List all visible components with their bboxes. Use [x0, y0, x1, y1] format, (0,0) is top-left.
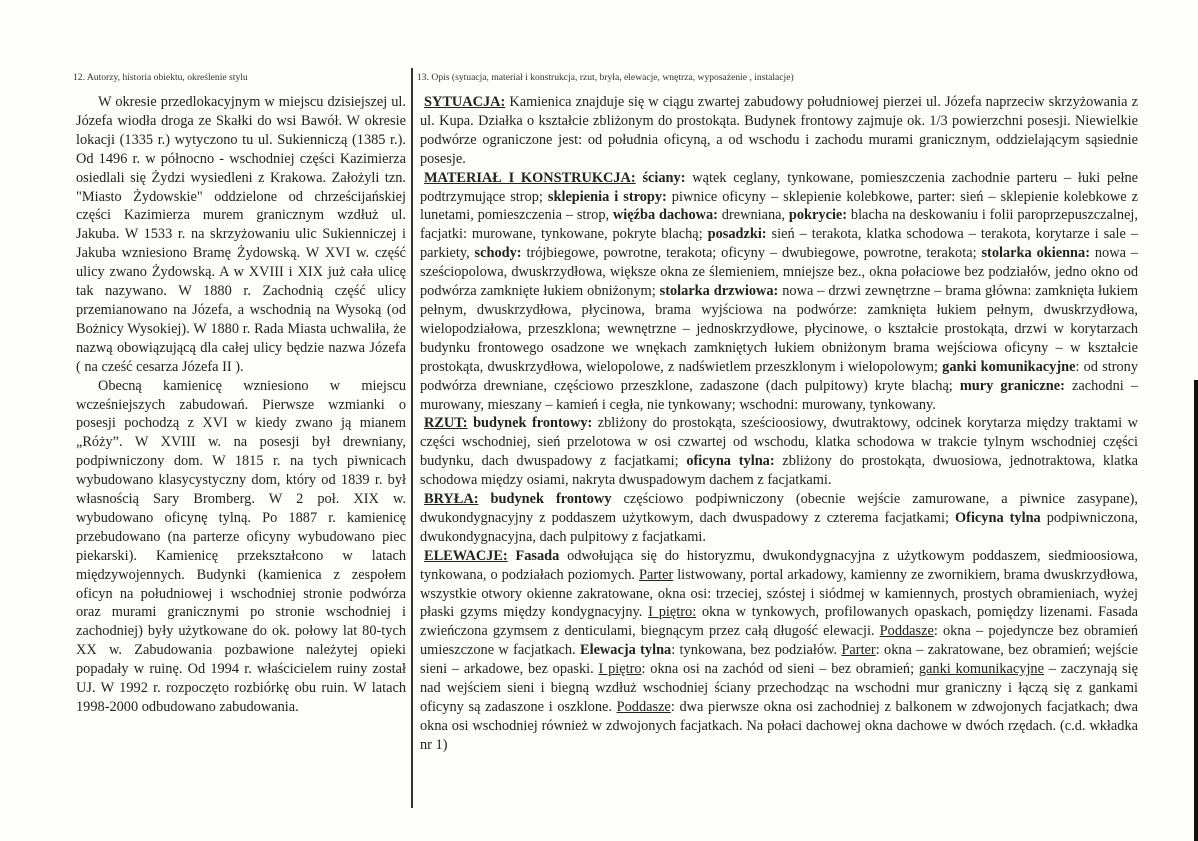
elewacja-tylna-text: : tynkowana, bez podziałów.: [671, 642, 842, 659]
sciany-text: wątek ceglany, tynkowane, pomieszczenia zachodnie parteru – łuki pełne podtrzymujące strop;: [420, 169, 1139, 205]
history-section: [73, 72, 406, 717]
wiezba-label: więźba dachowa:: [609, 207, 718, 224]
pokrycie-label: pokrycie:: [785, 207, 848, 224]
column-divider: [411, 68, 413, 808]
history-caption: 12. Autorzy, historia obiektu, określenie stylu: [73, 72, 248, 83]
rzut-block: [420, 414, 1138, 490]
description-section: [417, 72, 1139, 755]
rzut-frontowy-label: budynek frontowy:: [467, 415, 593, 432]
material-block: [420, 169, 1138, 415]
mury-text: zachodni – murowany, mieszany – kamień i cegła, nie tynkowany; wschodni: murowany, tynkowany.: [420, 377, 1138, 413]
parter2-text: : okna – zakratowane, bez obramień; wejście sieni – arkadowe, bez opaski.: [420, 642, 1138, 678]
description-body: [420, 93, 1138, 755]
sytuacja-text: Kamienica znajduje się w ciągu zwartej zabudowy południowej pierzei ul. Józefa naprzeciw skrzyżowania z ul. Kupa. Działka o kształcie zbliżonym do prostokąta. Budynek frontowy zajmuje ok. 1/3 powierzchni posesji. Niewielkie podwórze ograniczone jest: od południa oficyną, a od wschodu i zachodu murami granicznym, oddzielającym sąsiednie posesje.: [420, 94, 1138, 167]
sklepienia-label: sklepienia i stropy:: [542, 188, 667, 205]
sytuacja-heading: SYTUACJA:: [424, 94, 506, 110]
parter2-label: Parter: [841, 642, 876, 659]
okienna-label: stolarka okienna:: [976, 245, 1090, 262]
description-caption: 13. Opis (sytuacja, materiał i konstrukcja, rzut, bryła, elewacje, wnętrza, wyposażenie , instalacje): [417, 72, 794, 83]
sklepienia-text: piwnice oficyny – sklepienie kolebkowe, parter: sień – sklepienie kolebkowe z lunetami, pomieszczenia – strop,: [420, 188, 1138, 224]
parter-text: listwowany, portal arkadowy, kamienny ze zwornikiem, brama dwuskrzydłowa, wszystkie otwory okienne zakratowane, okna osi: trzeciej, szóstej i siódmej w kamiennych, prostych obramieniach, wyżej płaski gzyms między kondygnacyjny.: [420, 566, 1139, 621]
pietro2-text: : okna osi na zachód od sieni – bez obramień;: [641, 661, 919, 678]
bryla-frontowy-label: budynek frontowy: [478, 491, 612, 508]
posadzki-text: sień – terakota, klatka schodowa – terakota, korytarze i sale – parkiety,: [420, 226, 1139, 262]
posadzki-label: posadzki:: [702, 226, 767, 243]
elewacje-block: [420, 547, 1138, 755]
pietro-label: I piętro:: [648, 604, 697, 621]
wiezba-text: drewniana,: [717, 207, 786, 224]
history-paragraph-2: Obecną kamienicę wzniesiono w miejscu wcześniejszych zabudowań. Pierwsze wzmianki o posesji pochodzą z XVI w kiedy zwano ją mianem „Róży”. W XVIII w. na posesji był drewniany, podpiwniczony dom. W 1815 r. na tych piwnicach wybudowano klasycystyczny dom, który od 1839 r. był własnością Sary Bromberg. W 2 poł. XIX w. wybudowano oficynę tylną. Po 1887 r. kamienicę przebudowano (na parterze oficyny wybudowano piec piekarski). Kamienicę przekształcono w latach międzywojennych. Budynki (kamienica z zespołem oficyn na południowej i wschodniej stronie podwórza oraz murami granicznymi po stronie wschodniej i zachodniej) były użytkowane do ok. połowy lat 80-tych XX w. Zabudowania pozbawione należytej opieki popadały w ruinę. Od 1994 r. właścicielem ruiny został UJ. W 1992 r. rozpoczęto rozbiórkę obu ruin. W latach 1998-2000 odbudowano zabudowania.: [76, 377, 406, 715]
ganki-text: : od strony podwórza drewniane, częściowo przeszklone, zadaszone (dach pulpitowy) kryte blachą;: [420, 358, 1138, 394]
bryla-oficyna-text: podpiwniczona, dwukondygnacyjna, dach pulpitowy z facjatkami.: [420, 509, 1138, 545]
elewacja-tylna-label: Elewacja tylna: [580, 642, 672, 659]
pietro-text: okna w tynkowych, profilowanych opaskach, pomiędzy lizenami. Fasada zwieńczona gzymsem z denticulami, biegnącym przez całą długość elewacji.: [420, 604, 1138, 640]
rzut-heading: RZUT:: [424, 415, 468, 432]
schody-label: schody:: [469, 245, 522, 262]
mury-label: mury graniczne:: [952, 377, 1065, 394]
drzwiowa-label: stolarka drzwiowa:: [655, 283, 779, 300]
bryla-heading: BRYŁA:: [424, 491, 479, 508]
fasada-label: Fasada: [507, 547, 560, 564]
material-heading: MATERIAŁ I KONSTRUKCJA:: [424, 169, 636, 186]
poddasze2-text: : dwa pierwsze okna osi zachodniej z balkonem w zdwojonych facjatkach; dwa okna osi wschodniej również w zdwojonych facjatkach. Na połaci dachowej okna dachowe w dwóch rzędach. (c.d. wkładka nr 1): [420, 699, 1139, 753]
history-paragraph-1: W okresie przedlokacyjnym w miejscu dzisiejszej ul. Józefa wiodła droga ze Skałki do wsi Bawół. W okresie lokacji (1335 r.) wytyczono tu ul. Sukienniczą (1385 r.). Od 1496 r. w północno - wschodniej części Kazimierza osiedlali się Żydzi wysiedleni z Krakowa. Założyli tzn. "Miasto Żydowskie" oddzielone od chrześcijańskiej części Kazimierza murem granicznym wzdłuż ul. Jakuba. W 1533 r. na skrzyżowaniu ulic Sukienniczej i Jakuba wzniesiono Bramę Żydowską. W XVI w. część ulicy zwano Żydowską. A w XVIII i XIX już cała ulicę tak nazywano. W 1880 r. Zachodnią część ulicy przemianowano na Józefa, a wschodnią na Wysoką (od Bożnicy Wysokiej). W 1880 r. Rada Miasta uchwaliła, że nazwą obowiązującą dla całej ulicy będzie nazwa Józefa ( na cześć cesarza Józefa II ).: [76, 94, 406, 375]
bryla-frontowy-text: częściowo podpiwniczony (obecnie wejście zamurowane, a piwnice zasypane), dwukondygnacyjny z poddaszem użytkowym, dach dwuspadowy z czterema facjatkami;: [420, 491, 1138, 526]
scan-edge: [1194, 380, 1198, 841]
okienna-text: nowa – sześciopolowa, dwuskrzydłowa, większe okna ze ślemieniem, mniejsze bez., okna połaciowe bez podziałów, jedno okno od podwórza zamknięte łukiem obniżonym;: [420, 245, 1139, 300]
ganki2-label: ganki komunikacyjne: [918, 661, 1044, 678]
bryla-oficyna-label: Oficyna tylna: [948, 509, 1041, 526]
rzut-frontowy-text: zbliżony do prostokąta, sześcioosiowy, dwutraktowy, odcinek korytarza między traktami w części wschodniej, sień przelotowa w osi czwartej od wschodu, klatka schodowa w trakcie tylnym wschodniej części budynku, dach dwuspadowy z facjatkami;: [420, 415, 1138, 470]
bryla-block: [420, 490, 1138, 547]
rzut-oficyna-label: oficyna tylna:: [678, 453, 775, 470]
rzut-oficyna-text: zbliżony do prostokąta, dwuosiowa, jednotraktowa, klatka schodowa między osiami, nakryta dwuspadowym dachem z facjatkami.: [420, 453, 1138, 489]
poddasze-label: Poddasze: [879, 623, 934, 640]
parter-label: Parter: [638, 566, 674, 583]
schody-text: trójbiegowe, powrotne, terakota; oficyny – dwubiegowe, powrotne, terakota;: [521, 245, 977, 262]
elewacje-heading: ELEWACJE:: [424, 547, 508, 564]
drzwiowa-text: nowa – drzwi zewnętrzne – brama główna: zamknięta łukiem pełnym, dwuskrzydłowa, płycinowa, brama wyjściowa na podwórze: zamknięta łukiem pełnym, dwuskrzydłowa, wielopodziałowa, przeszklona; wewnętrzne – jednoskrzydłowe, płycinowe, o kształcie prostokąta, drzwi w korytarzach budynku frontowego osadzone we wnękach zamkniętych łukiem obniżonym brama wejściowa oficyny – w kształcie prostokąta, dwuskrzydłowa, wielopolowe, z nadświetlem przeszklonym i wielopolowym;: [420, 283, 1138, 375]
fasada-text: odwołująca się do historyzmu, dwukondygnacyjna z użytkowym poddaszem, siedmioosiowa, tynkowana, o podziałach poziomych.: [420, 547, 1138, 583]
pietro2-label: I piętro: [598, 661, 642, 678]
ganki-label: ganki komunikacyjne: [937, 358, 1076, 375]
sytuacja-block: [420, 93, 1138, 169]
sciany-label: ściany:: [635, 169, 686, 186]
poddasze-text: : okna – pojedyncze bez obramień umieszczone w facjatkach.: [420, 623, 1138, 659]
pokrycie-text: blacha na deskowaniu i folii paroprzepuszczalnej, facjatki: murowane, tynkowane, pokryte blachą;: [420, 207, 1139, 243]
poddasze2-label: Poddasze: [616, 699, 671, 715]
ganki2-text: – zaczynają się nad wejściem sieni i biegną wzdłuż wschodniej ściany przechodząc na wschodni mur graniczny i łączą się z gankami oficyny są zadaszone i oszklone.: [420, 661, 1138, 715]
